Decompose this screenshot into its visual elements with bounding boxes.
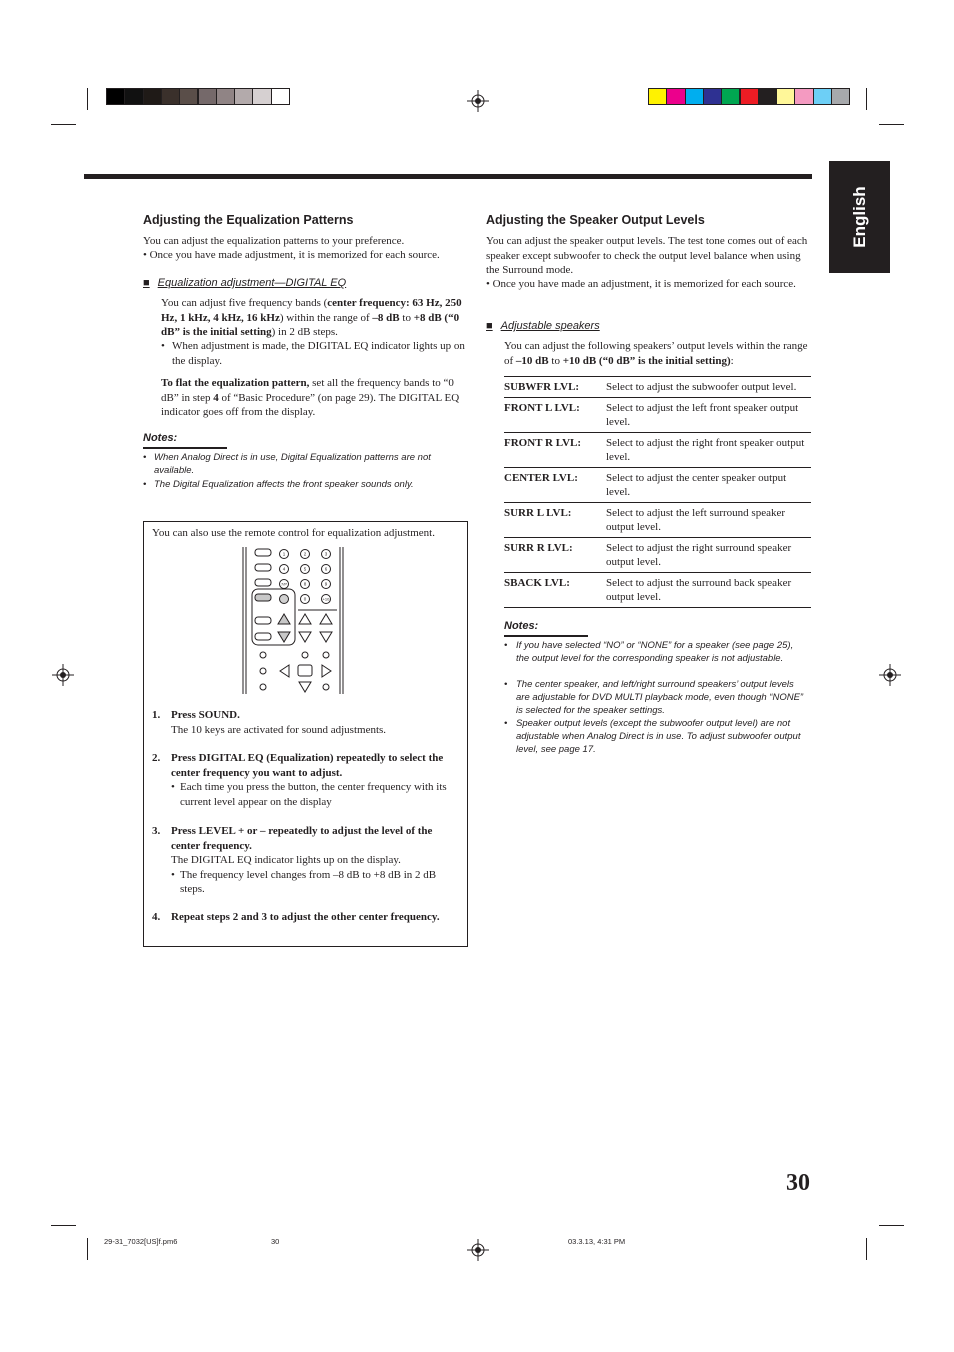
text: The Digital Equalization affects the front speaker sounds only. <box>154 479 414 490</box>
speaker-intro-bullet: • Once you have made an adjustment, it is memorized for each source. <box>486 278 796 290</box>
speaker-desc: Select to adjust the left front speaker output level. <box>606 398 811 433</box>
color-swatch <box>179 88 198 105</box>
text: Each time you press the button, the center frequency with its current level appear on the display <box>180 781 447 808</box>
step-title: Press SOUND. <box>171 709 240 721</box>
color-swatch <box>648 88 667 105</box>
step-bullet <box>171 868 457 897</box>
speaker-level-table <box>504 376 811 608</box>
crop-mark <box>879 1225 904 1226</box>
color-swatch <box>161 88 180 105</box>
bullet-dot: • <box>504 679 508 690</box>
remote-key-label: 0 <box>303 596 307 602</box>
speaker-notes-heading: Notes: <box>504 620 539 632</box>
color-swatch <box>124 88 143 105</box>
table-row <box>504 538 811 573</box>
speaker-key: FRONT R LVL: <box>504 433 606 468</box>
bullet-dot: • <box>143 452 147 463</box>
text: The center speaker, and left/right surround speakers’ output levels are adjustable for DVD MULTI playback mode, even though “NONE” is selected for the speaker settings. <box>516 679 804 716</box>
speaker-desc: Select to adjust the subwoofer output level. <box>606 377 811 398</box>
text: to <box>548 354 563 367</box>
registration-target-icon <box>467 1239 489 1261</box>
bullet-dot: • <box>161 340 165 352</box>
text: The frequency level changes from –8 dB to +8 dB in 2 dB steps. <box>180 868 437 895</box>
text: ) in 2 dB steps. <box>271 326 338 338</box>
color-swatch <box>813 88 832 105</box>
eq-sub-heading-text: Equalization adjustment—DIGITAL EQ <box>157 277 347 289</box>
table-row <box>504 398 811 433</box>
crop-mark <box>879 124 904 125</box>
speaker-note <box>504 717 804 756</box>
eq-note <box>143 451 468 477</box>
crop-mark <box>51 1225 76 1226</box>
eq-band-bullet <box>161 339 467 368</box>
speaker-range-paragraph <box>504 339 812 368</box>
remote-key-label: +10 <box>322 596 330 602</box>
speaker-note <box>504 678 804 717</box>
color-swatch <box>252 88 271 105</box>
speaker-sub-heading-text: Adjustable speakers <box>500 320 600 332</box>
speaker-desc: Select to adjust the right surround speaker output level. <box>606 538 811 573</box>
speaker-key: CENTER LVL: <box>504 468 606 503</box>
eq-note <box>143 478 468 491</box>
color-swatch <box>740 88 759 105</box>
eq-intro: You can adjust the equalization patterns to your preference. <box>143 235 405 247</box>
step-number: 1. <box>152 709 161 721</box>
header-rule <box>84 174 812 179</box>
table-row <box>504 468 811 503</box>
footer-file: 29-31_7032[US]f.pm6 <box>104 1237 178 1246</box>
speaker-sub-heading <box>486 320 600 332</box>
eq-intro-bullet: • Once you have made adjustment, it is memorized for each source. <box>143 249 440 261</box>
text-bold: –8 dB <box>372 311 400 324</box>
footer-page: 30 <box>271 1237 280 1246</box>
speaker-key: SBACK LVL: <box>504 573 606 608</box>
text: to <box>399 311 414 324</box>
step-title: Repeat steps 2 and 3 to adjust the other center frequency. <box>171 911 440 923</box>
remote-key-label: 9 <box>324 581 328 587</box>
language-tab <box>829 161 890 273</box>
registration-target-icon <box>879 664 901 686</box>
speaker-desc: Select to adjust the surround back speaker output level. <box>606 573 811 608</box>
speaker-key: FRONT L LVL: <box>504 398 606 433</box>
remote-key-label: 7/P <box>280 581 288 587</box>
remote-control-illustration <box>240 544 350 696</box>
text-bold: +10 dB (“0 dB” is the initial setting) <box>562 354 731 367</box>
color-swatch <box>666 88 685 105</box>
step-body: The DIGITAL EQ indicator lights up on the display. <box>171 854 401 866</box>
color-swatch <box>685 88 704 105</box>
registration-target-icon <box>52 664 74 686</box>
remote-key-label: 3 <box>324 551 328 557</box>
notes-underline <box>504 635 588 637</box>
speaker-key: SURR R LVL: <box>504 538 606 573</box>
table-row <box>504 503 811 538</box>
text: : <box>730 354 734 367</box>
color-swatch <box>721 88 740 105</box>
step-number: 2. <box>152 752 161 764</box>
color-swatch <box>831 88 850 105</box>
step-bullet <box>171 780 457 809</box>
procedure-step <box>152 910 457 925</box>
bullet-dot: • <box>504 718 508 729</box>
eq-flat-paragraph <box>161 376 467 420</box>
step-title: Press DIGITAL EQ (Equalization) repeatedly to select the center frequency you want to adjust. <box>171 752 444 779</box>
procedure-step <box>152 824 457 897</box>
step-number: 3. <box>152 825 161 837</box>
speaker-intro: You can adjust the speaker output levels. The test tone comes out of each speaker except subwoofer to check the output level balance when using the Surround mode. <box>486 235 808 276</box>
remote-intro: You can also use the remote control for equalization adjustment. <box>152 527 435 539</box>
text-bold: –10 dB <box>515 354 549 367</box>
step-number: 4. <box>152 911 161 923</box>
eq-section-heading: Adjusting the Equalization Patterns <box>143 213 354 227</box>
registration-target-icon <box>467 90 489 112</box>
speaker-key: SUBWFR LVL: <box>504 377 606 398</box>
text: When adjustment is made, the DIGITAL EQ indicator lights up on the display. <box>172 340 465 367</box>
color-swatch <box>776 88 795 105</box>
text: When Analog Direct is in use, Digital Equalization patterns are not available. <box>154 452 431 476</box>
footer-date: 03.3.13, 4:31 PM <box>568 1237 626 1246</box>
language-tab-label: English <box>849 186 869 248</box>
text: of “Basic Procedure” (on page 29). The DIGITAL EQ indicator goes off from the display. <box>161 391 460 418</box>
step-body: The 10 keys are activated for sound adjustments. <box>171 723 387 736</box>
step-title: Press LEVEL + or – repeatedly to adjust the level of the center frequency. <box>171 825 433 852</box>
procedure-step <box>152 751 457 809</box>
speaker-key: SURR L LVL: <box>504 503 606 538</box>
bullet-dot: • <box>171 868 175 881</box>
procedure-step <box>152 708 457 737</box>
text: ) within the range of <box>279 311 373 324</box>
text: set all the frequency bands to “0 dB” in step <box>161 377 454 404</box>
notes-underline <box>143 447 227 449</box>
text: You can adjust five frequency bands ( <box>161 297 328 309</box>
crop-mark <box>866 88 867 110</box>
bullet-dot: • <box>143 479 147 490</box>
bullet-dot: • <box>504 640 508 651</box>
speaker-desc: Select to adjust the left surround speaker output level. <box>606 503 811 538</box>
text: You can adjust the following speakers’ output levels within the range of <box>504 340 808 367</box>
speaker-section-heading: Adjusting the Speaker Output Levels <box>486 213 705 227</box>
table-row <box>504 433 811 468</box>
table-row <box>504 377 811 398</box>
square-bullet-icon: ■ <box>486 320 493 332</box>
color-swatch <box>703 88 722 105</box>
color-swatch <box>106 88 125 105</box>
eq-sub-heading <box>143 277 346 289</box>
eq-notes-heading: Notes: <box>143 432 178 444</box>
color-swatch <box>143 88 162 105</box>
color-swatch <box>271 88 290 105</box>
color-swatch <box>794 88 813 105</box>
square-bullet-icon: ■ <box>143 277 150 289</box>
speaker-note <box>504 639 804 665</box>
remote-key-label: 2 <box>303 551 307 557</box>
text-bold: center frequency: 63 Hz, 250 Hz, 1 kHz, 4 kHz, 16 kHz <box>161 297 462 324</box>
page-number: 30 <box>786 1170 810 1196</box>
remote-key-label: 1 <box>282 551 286 557</box>
remote-key-label: 6 <box>324 566 328 572</box>
color-swatch <box>198 88 217 105</box>
crop-mark <box>51 124 76 125</box>
crop-mark <box>87 88 88 110</box>
eq-band-paragraph <box>161 296 467 340</box>
text-bold: +8 dB (“0 dB” is the initial setting <box>161 311 460 338</box>
text: Speaker output levels (except the subwoofer output level) are not adjustable when Analog Direct is in use. To adjust subwoofer output level, see page 17. <box>516 718 801 755</box>
text-bold: To flat the equalization pattern, <box>161 377 310 389</box>
bullet-dot: • <box>171 781 175 793</box>
color-swatch <box>216 88 235 105</box>
table-row <box>504 573 811 608</box>
color-swatch <box>758 88 777 105</box>
remote-key-label: 5 <box>303 566 307 572</box>
text: If you have selected “NO” or “NONE” for a speaker (see page 25), the output level for the corresponding speaker is not adjustable. <box>516 640 794 664</box>
crop-mark <box>87 1238 88 1260</box>
remote-key-label: 4 <box>282 566 286 572</box>
speaker-desc: Select to adjust the right front speaker output level. <box>606 433 811 468</box>
text-bold: 4 <box>213 391 219 404</box>
remote-key-label: 8 <box>303 581 307 587</box>
crop-mark <box>866 1238 867 1260</box>
color-swatch <box>234 88 253 105</box>
speaker-desc: Select to adjust the center speaker output level. <box>606 468 811 503</box>
